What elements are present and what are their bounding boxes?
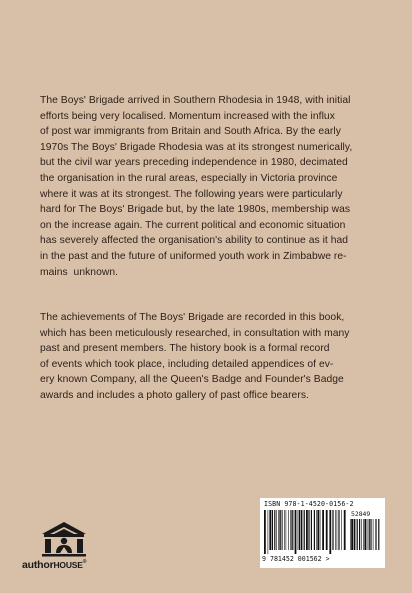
barcode-bar	[284, 510, 285, 550]
barcode-bar	[364, 519, 366, 550]
publisher-name-caps: HOUSE	[53, 560, 83, 570]
barcode-bar	[306, 510, 308, 550]
ean-digits	[262, 555, 330, 563]
text-line: ery known Company, all the Queen's Badge and Founder's Badge	[40, 374, 344, 386]
barcode-bar	[286, 510, 287, 550]
publisher-name-lower: author	[22, 559, 54, 571]
barcode-bar	[369, 519, 370, 550]
barcode-bar	[280, 510, 281, 550]
barcode-bar	[375, 519, 376, 550]
ean-barcode-bars	[264, 510, 346, 554]
isbn-barcode	[260, 498, 385, 568]
barcode-bar	[332, 510, 333, 550]
barcode-bar	[272, 510, 273, 550]
text-line: where it was at its strongest. The following years were particularly	[40, 188, 343, 200]
barcode-bar	[278, 510, 279, 550]
barcode-bar	[378, 519, 379, 550]
barcode-bar	[363, 519, 364, 550]
barcode-bar	[301, 510, 303, 550]
text-line: on the increase again. The current political and economic situation	[40, 219, 346, 231]
text-line: of events which took place, including detailed appendices of ev-	[40, 358, 334, 370]
text-line: of post war immigrants from Britain and South Africa. By the early	[40, 126, 341, 138]
barcode-bar	[320, 510, 321, 550]
text-line: has severely affected the organisation's ability to continue as it had	[40, 235, 349, 247]
ean-right-digits: 001562	[297, 555, 322, 563]
isbn-label: ISBN 978-1-4520-0156-2	[264, 500, 354, 508]
ean-first-digit: 9	[262, 555, 266, 563]
barcode-bar	[350, 519, 351, 550]
addon-price-code: 52849	[351, 510, 371, 518]
barcode-bar	[288, 510, 289, 550]
barcode-bar	[316, 510, 317, 550]
barcode-bar	[335, 510, 336, 550]
barcode-bar	[299, 510, 300, 550]
barcode-bar	[308, 510, 309, 550]
description-paragraph-1	[40, 93, 376, 280]
barcode-bar	[298, 510, 299, 550]
text-line: in the past and the future of uniformed youth work in Zimbabwe re-	[40, 250, 347, 262]
barcode-bar	[326, 510, 328, 550]
barcode-bar	[274, 510, 275, 550]
barcode-bar	[276, 510, 277, 550]
barcode-bar	[282, 510, 283, 550]
publisher-name	[22, 559, 86, 571]
barcode-bar	[354, 519, 356, 550]
barcode-bar	[311, 510, 312, 550]
text-line: mains unknown.	[40, 266, 119, 278]
barcode-bar	[290, 510, 291, 550]
barcode-bar	[367, 519, 368, 550]
text-line: past and present members. The history book is a formal record	[40, 343, 330, 355]
barcode-bar	[304, 510, 305, 550]
barcode-bar	[295, 510, 297, 554]
barcode-bar	[329, 510, 331, 554]
barcode-bar	[269, 510, 271, 550]
text-line: awards and includes a photo gallery of past office bearers.	[40, 389, 309, 401]
barcode-bar	[338, 510, 339, 550]
registered-mark: ®	[82, 559, 87, 565]
text-line: 1970s The Boys' Brigade Rhodesia was at its strongest numerically,	[40, 141, 353, 153]
barcode-bar	[359, 519, 360, 550]
barcode-bar	[337, 510, 338, 550]
barcode-bar	[264, 510, 266, 554]
text-line: efforts being very localised. Momentum increased with the influx	[40, 110, 335, 122]
description-paragraph-2	[40, 310, 376, 404]
barcode-bar	[351, 519, 353, 550]
barcode-bar	[373, 519, 374, 550]
text-line: The Boys' Brigade arrived in Southern Rhodesia in 1948, with initial	[40, 95, 351, 106]
barcode-bar	[292, 510, 293, 550]
barcode-bar	[357, 519, 358, 550]
barcode-bar	[370, 519, 371, 550]
barcode-bar	[361, 519, 362, 550]
barcode-bar	[314, 510, 315, 550]
barcode-bar	[376, 519, 377, 550]
barcode-bar	[317, 510, 319, 550]
barcode-bar	[322, 510, 324, 550]
text-line: which has been meticulously researched, in consultation with many	[40, 327, 350, 339]
text-line: the organisation in the rural areas, especially in Victoria province	[40, 172, 338, 184]
text-line: hard for The Boys' Brigade but, by the late 1980s, membership was	[40, 204, 351, 216]
text-line: The achievements of The Boys' Brigade are recorded in this book,	[40, 312, 345, 323]
ean-left-digits: 781452	[269, 555, 294, 563]
barcode-bar	[344, 510, 346, 550]
addon-barcode-bars	[350, 519, 382, 554]
ean-end-marker: >	[325, 555, 330, 563]
barcode-bar	[268, 510, 269, 554]
barcode-bar	[341, 510, 342, 550]
text-line: but the civil war years preceding independence in 1980, decimated	[40, 157, 348, 169]
